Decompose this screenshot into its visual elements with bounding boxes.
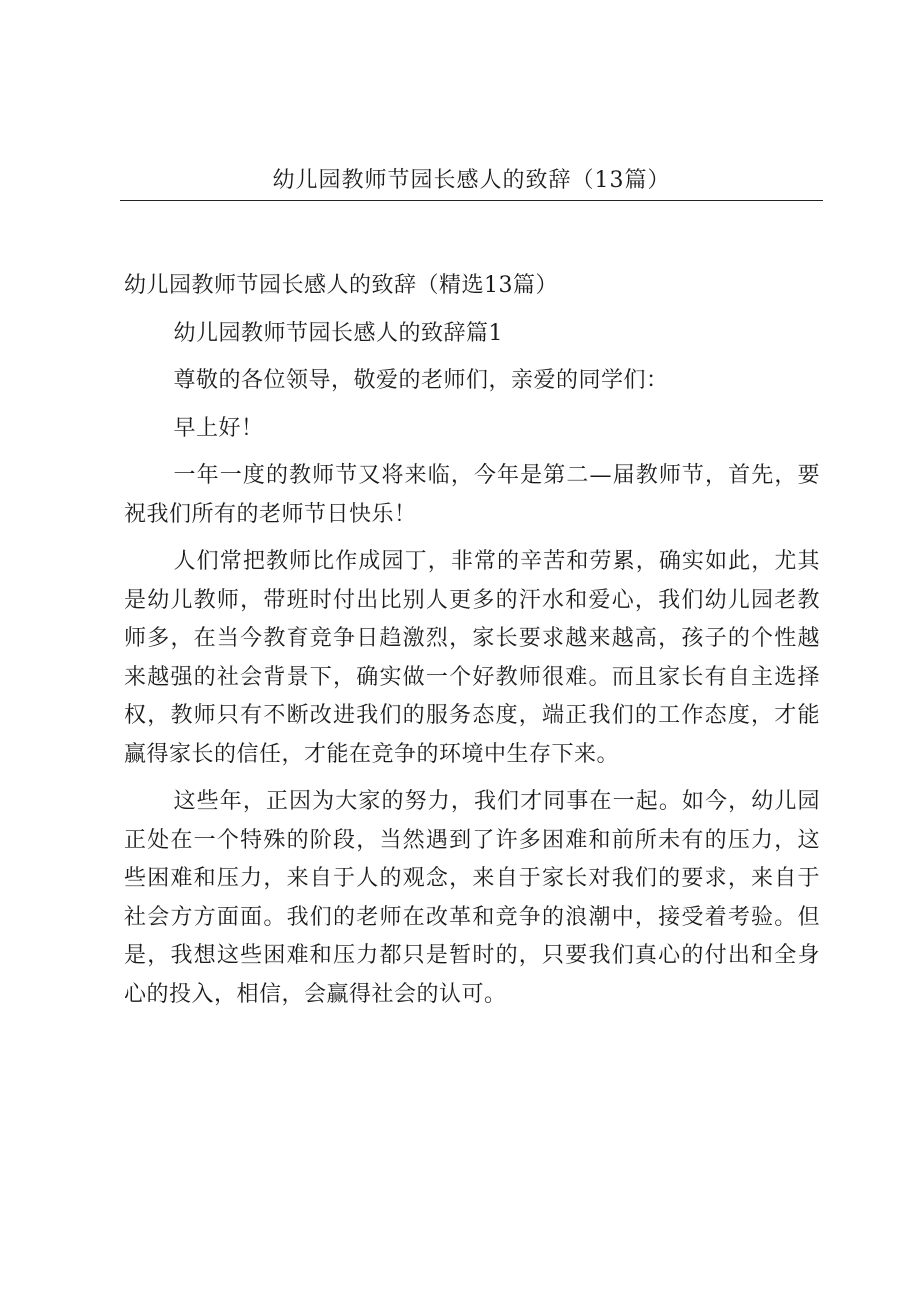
salutation: 尊敬的各位领导，敬爱的老师们，亲爱的同学们：	[173, 368, 669, 393]
section-heading: 幼儿园教师节园长感人的致辞篇1	[173, 320, 503, 346]
greeting: 早上好！	[173, 415, 264, 441]
paragraph-1: 一年一度的教师节又将来临，今年是第二—届教师节，首先，要祝我们所有的老师节日快乐！	[124, 463, 820, 527]
document-body	[124, 267, 820, 1014]
document-subtitle: 幼儿园教师节园长感人的致辞（精选13篇）	[124, 273, 558, 298]
paragraph-2: 人们常把教师比作成园丁，非常的辛苦和劳累，确实如此，尤其是幼儿教师，带班时付出比别人更多的汗水和爱心，我们幼儿园老教师多，在当今教育竞争日趋激烈，家长要求越来越高，孩子的个性越来越强的社会背景下，确实做一个好教师很难。而且家长有自主选择权，教师只有不断改进我们的服务态度，端正我们的工作态度，才能赢得家长的信任，才能在竞争的环境中生存下来。	[124, 549, 820, 767]
document-title: 幼儿园教师节园长感人的致辞（13篇）	[272, 168, 671, 193]
paragraph-3: 这些年，正因为大家的努力，我们才同事在一起。如今，幼儿园正处在一个特殊的阶段，当然遇到了许多困难和前所未有的压力，这些困难和压力，来自于人的观念，来自于家长对我们的要求，来自于社会方方面面。我们的老师在改革和竞争的浪潮中，接受着考验。但是，我想这些困难和压力都只是暂时的，只要我们真心的付出和全身心的投入，相信，会赢得社会的认可。	[124, 789, 820, 1007]
title-underline	[120, 200, 823, 201]
